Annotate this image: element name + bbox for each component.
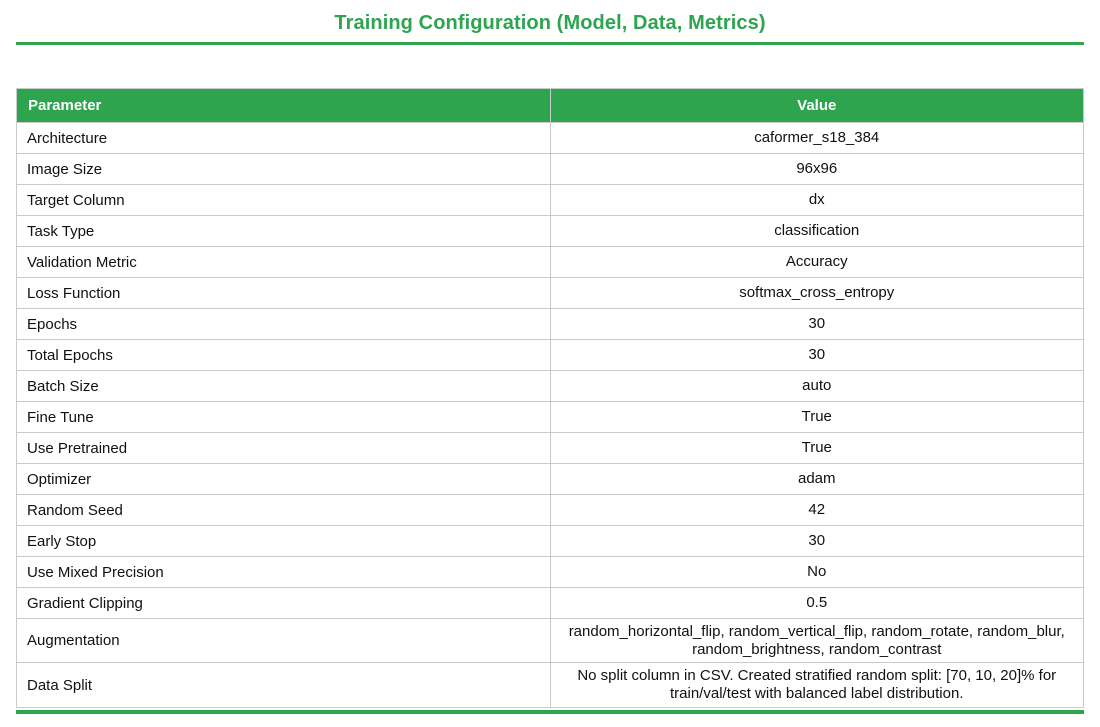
table-row (17, 185, 1084, 216)
table-row (17, 464, 1084, 495)
value-cell: 30 (550, 526, 1084, 557)
value-cell: random_horizontal_flip, random_vertical_flip, random_rotate, random_blur, random_brightness, random_contrast (550, 619, 1084, 663)
parameter-cell: Augmentation (17, 619, 551, 663)
table-row (17, 340, 1084, 371)
table-row (17, 402, 1084, 433)
parameter-cell: Epochs (17, 309, 551, 340)
table-header-row (17, 89, 1084, 123)
table-row (17, 154, 1084, 185)
value-cell: auto (550, 371, 1084, 402)
value-cell: 96x96 (550, 154, 1084, 185)
value-cell: dx (550, 185, 1084, 216)
parameter-cell: Gradient Clipping (17, 588, 551, 619)
value-cell: adam (550, 464, 1084, 495)
value-cell: 30 (550, 309, 1084, 340)
parameter-cell: Early Stop (17, 526, 551, 557)
value-cell: Accuracy (550, 247, 1084, 278)
table-row (17, 247, 1084, 278)
parameter-cell: Fine Tune (17, 402, 551, 433)
value-cell: softmax_cross_entropy (550, 278, 1084, 309)
value-cell: No split column in CSV. Created stratified random split: [70, 10, 20]% for train/val/test with balanced label distribution. (550, 663, 1084, 707)
parameter-cell: Target Column (17, 185, 551, 216)
table-row (17, 495, 1084, 526)
value-cell: No (550, 557, 1084, 588)
table-row (17, 619, 1084, 663)
value-cell: caformer_s18_384 (550, 123, 1084, 154)
config-table (16, 88, 1084, 708)
parameter-cell: Image Size (17, 154, 551, 185)
table-row (17, 433, 1084, 464)
column-header-parameter: Parameter (17, 89, 551, 123)
parameter-cell: Loss Function (17, 278, 551, 309)
parameter-cell: Random Seed (17, 495, 551, 526)
value-cell: 0.5 (550, 588, 1084, 619)
value-cell: True (550, 402, 1084, 433)
page-title: Training Configuration (Model, Data, Metrics) (334, 12, 766, 34)
parameter-cell: Architecture (17, 123, 551, 154)
table-row (17, 663, 1084, 707)
value-cell: 42 (550, 495, 1084, 526)
column-header-value: Value (550, 89, 1084, 123)
parameter-cell: Validation Metric (17, 247, 551, 278)
parameter-cell: Batch Size (17, 371, 551, 402)
table-row (17, 278, 1084, 309)
parameter-cell: Use Mixed Precision (17, 557, 551, 588)
table-row (17, 557, 1084, 588)
table-row (17, 526, 1084, 557)
parameter-cell: Optimizer (17, 464, 551, 495)
parameter-cell: Use Pretrained (17, 433, 551, 464)
table-row (17, 588, 1084, 619)
value-cell: True (550, 433, 1084, 464)
config-table-body (17, 123, 1084, 708)
title-divider-rule (16, 42, 1084, 45)
parameter-cell: Total Epochs (17, 340, 551, 371)
table-row (17, 216, 1084, 247)
value-cell: 30 (550, 340, 1084, 371)
parameter-cell: Task Type (17, 216, 551, 247)
parameter-cell: Data Split (17, 663, 551, 707)
value-cell: classification (550, 216, 1084, 247)
table-row (17, 309, 1084, 340)
table-row (17, 123, 1084, 154)
bottom-divider-rule (16, 710, 1084, 714)
table-row (17, 371, 1084, 402)
